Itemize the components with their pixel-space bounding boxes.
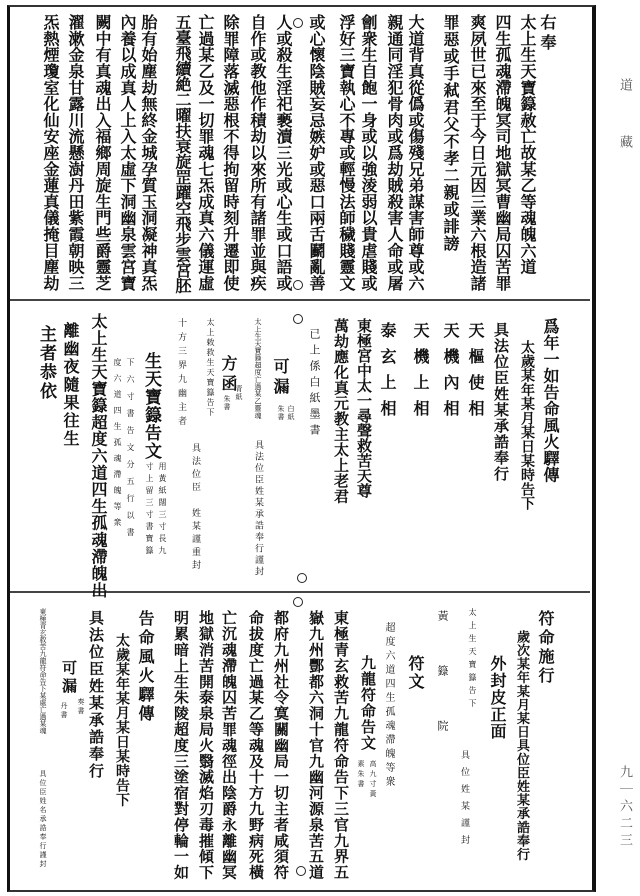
margin-title: 道	[617, 78, 632, 91]
text-column: 右奉	[538, 14, 557, 54]
text-column: 奏書	[77, 698, 85, 716]
text-column: 闕中有真魂出入福鄉周旋生門些爵靈芝	[93, 14, 112, 292]
text-column: 炁熱煙瓊室化仙安座金蓮真儀掩目塵劫	[41, 14, 60, 292]
text-column: 超度六道四生孤魂滯魄等衆	[383, 622, 394, 790]
fold-mark	[293, 597, 303, 607]
text-column: 可漏	[271, 358, 290, 398]
text-column: 素朱書	[357, 760, 365, 790]
text-column: 天機內相	[441, 322, 460, 426]
text-column: 地獄消苦開泰泉局火翳滅焰刃毒摧傾下	[197, 610, 215, 881]
text-column: 內養以成真人上入太虛下洞幽泉雲宮寶	[118, 14, 137, 292]
page-number: 九｜六二三	[617, 765, 632, 850]
text-column: 具法位臣姓某承誥奉行	[87, 610, 105, 780]
text-column: 青紙	[235, 385, 243, 401]
text-column: 白紙	[287, 405, 295, 421]
text-column: 太上生天寶籙超度亡過某乙靈魂	[254, 318, 262, 419]
text-column: 四生孤魂滯魄冥司地獄冥曹幽局囚苦罪	[493, 14, 512, 292]
text-column: 朱書	[277, 405, 285, 421]
text-column: 具法位臣姓某承誥奉行	[492, 322, 510, 482]
text-column: 可漏	[60, 660, 78, 696]
text-column: 爲年一如告命風火驛傳	[541, 318, 560, 483]
text-column: 外封皮正面	[488, 655, 507, 740]
fold-mark	[293, 280, 303, 290]
text-column: 東極青玄救苦九龍符命告下某處亡過某魂	[39, 608, 47, 734]
text-column: 胎有始塵劫無終金城孕質玉洞凝神真炁	[139, 14, 158, 292]
text-column: 亡沉魂滯魄囚苦罪魂徑出陰爵永離幽冥	[220, 610, 238, 881]
text-column: 亡過某乙及一切罪魂七炁成真六儀運虛	[196, 14, 215, 292]
text-column: 自作或教他作積劫以來所有諸罪並與疾	[248, 14, 267, 292]
text-column: 嶽九州酆都六洞十官九幽河源泉苦五道	[307, 610, 325, 881]
text-column: 下六寸書告文分五行以書	[126, 358, 135, 545]
text-column: 罪惡或手弒君父不孝二親或誹謗	[441, 14, 460, 252]
text-column: 黃籙院	[436, 610, 449, 775]
text-column: 丹書	[60, 702, 68, 720]
fold-mark	[293, 18, 303, 28]
text-column: 方函	[219, 355, 238, 395]
text-column: 太上生天寶籙超度六道四生孤魂滯魄出	[89, 313, 108, 599]
text-column: 生天寶籙告文	[141, 352, 161, 460]
text-column: 高九寸黃	[369, 760, 377, 800]
text-column: 劊衆生自飽一身或以強淩弱以貴虐賤或	[359, 14, 378, 292]
text-column: 告命風火驛傳	[136, 610, 155, 724]
text-column: 離幽夜隨果往生	[61, 322, 80, 448]
text-column: 萬劫應化真元教主太上老君	[332, 318, 350, 504]
text-column: 泰玄上相	[378, 322, 397, 426]
text-column: 明累暗上生朱陵超度三塗宿對停輪一如	[172, 610, 190, 881]
text-column: 或心懷陰賊妄忌嫉妒或惡口兩舌鬬亂善	[307, 14, 326, 292]
text-column: 命拔度亡過某乙等魂及十方九野病死橫	[247, 610, 265, 881]
text-column: 具法位臣 姓某謹重封	[190, 443, 200, 573]
text-column: 五臺飛續絶二曜扶衰旋罡躍空飛步雲宮胚	[173, 14, 192, 293]
text-column: 寸上留三寸書寶籙	[145, 462, 154, 558]
text-column: 具位臣姓名承誥奉行謹封	[39, 770, 47, 869]
text-column: 具法位臣姓某承誥奉行謹封	[253, 440, 263, 578]
text-column: 九龍符命告文	[359, 655, 377, 751]
text-column: 太上生天寶籙赦亡故某乙等魂魄六道	[518, 14, 537, 275]
margin-title: 藏	[617, 135, 632, 148]
text-column: 太歲某年某月某日某時告下	[519, 340, 535, 511]
fold-mark	[297, 573, 307, 583]
text-column: 太歲某年某月某日某時告下	[114, 633, 130, 807]
text-column: 除罪障落滅惡根不得拘留時刻升遷即使	[221, 14, 240, 292]
text-column: 大道背真從僞或傷殘兄弟謀害師尊或六	[406, 14, 425, 292]
text-column: 十方三界九幽主者	[176, 318, 186, 430]
text-column: 主者恭依	[36, 325, 56, 401]
text-column: 符文	[406, 655, 425, 691]
text-column: 天機上相	[411, 322, 430, 426]
text-column: 符命施行	[536, 610, 555, 686]
text-column: 都府九州社令寞關幽局一切主者咸須符	[272, 610, 290, 881]
text-column: 朱書	[223, 395, 231, 411]
fold-mark	[296, 866, 306, 876]
text-column: 濯漱金泉甘露川流懸澍丹田紫霞朝映三	[66, 14, 85, 292]
text-column: 用黃紙闊三寸長九	[158, 462, 167, 558]
text-column: 歲次某年某月某日具位臣姓某承誥奉行	[514, 630, 529, 862]
text-column: 天樞使相	[466, 322, 485, 426]
text-column: 浮好三寶執心不專或輕慢法師穢賤靈文	[337, 14, 356, 292]
text-column: 東極青玄救苦九龍符命告下三官九界五	[332, 610, 350, 881]
text-column: 具位姓某謹封	[459, 750, 469, 852]
text-column: 太上敕救生天寶籙告下	[206, 318, 215, 418]
section-divider	[10, 299, 590, 301]
text-column: 已上係白紙墨書	[308, 328, 321, 440]
text-column: 爽夙世已來至于今日元因三業六根造諸	[468, 14, 487, 292]
text-column: 太上生天寶籙告下	[468, 608, 477, 712]
text-column: 人或殺生淫祀褻瀆三光或心生或口語或	[274, 14, 293, 292]
text-column: 親通同淫犯骨肉或爲劫賊殺害人命或屠	[385, 14, 404, 292]
text-column: 東極宮中太一尋聲救苦天尊	[355, 318, 373, 498]
fold-mark	[293, 314, 303, 324]
text-column: 度六道四生孤魂滯魄等衆	[113, 358, 122, 534]
